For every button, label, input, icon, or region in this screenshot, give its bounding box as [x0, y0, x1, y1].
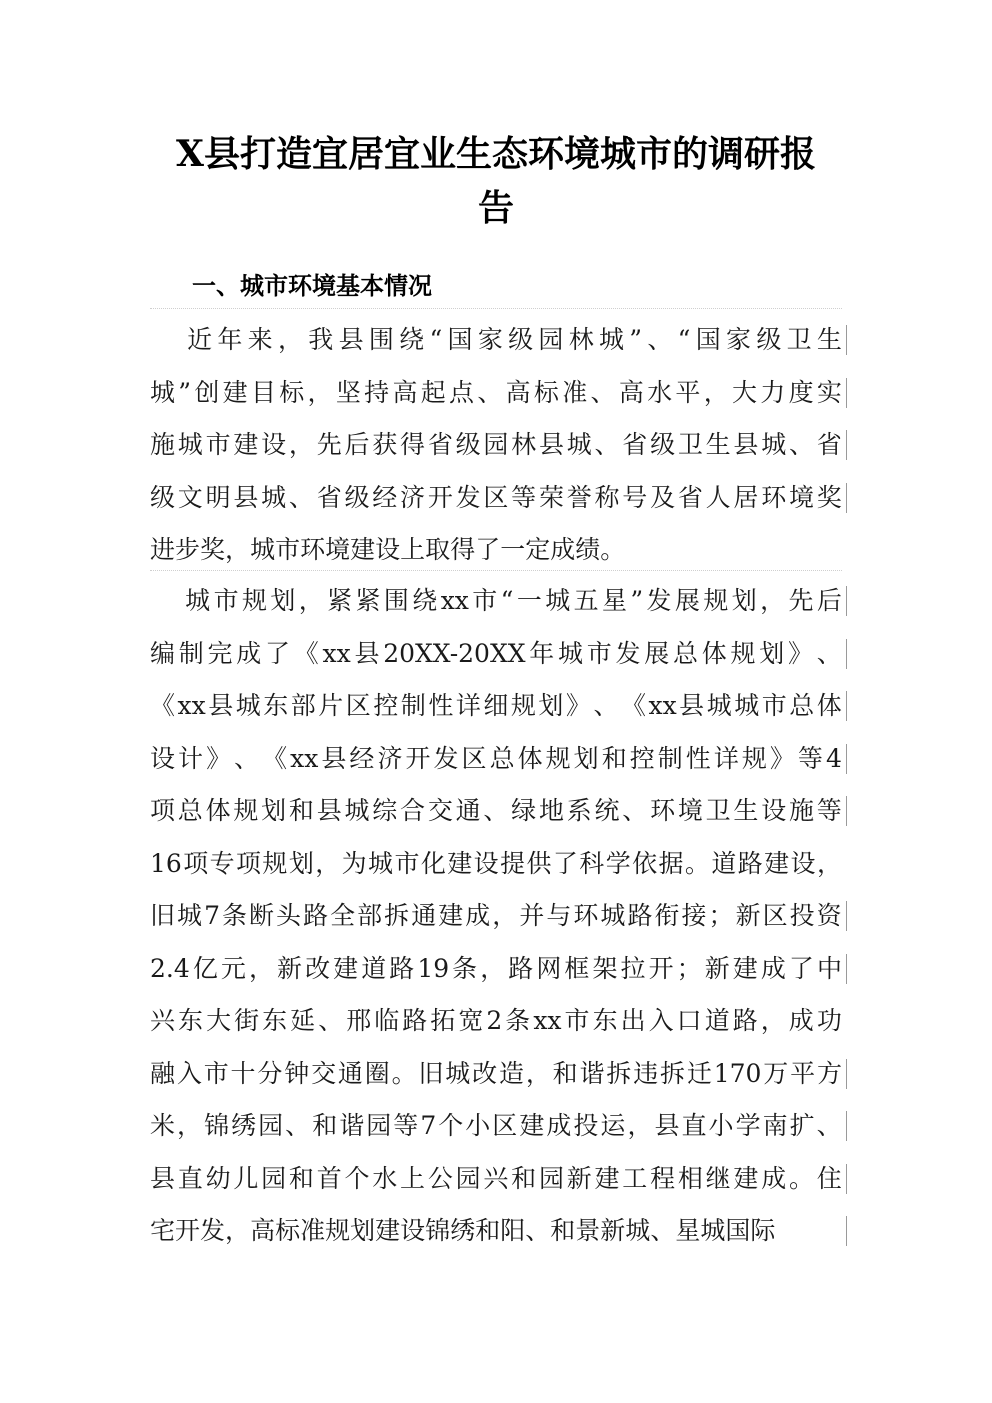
text-line: 2.4 亿 元 ， 新 改 建 道 路 19 条 ， 路 网 框 架 拉 开 ； 新 建 成 了 中	[150, 953, 842, 983]
paragraph-divider	[150, 308, 842, 309]
margin-marker	[846, 483, 847, 513]
margin-marker	[846, 796, 847, 826]
text-line: 施 城 市 建 设 ， 先 后 获 得 省 级 园 林 县 城 、 省 级 卫 生 县 城 、 省	[150, 430, 842, 459]
margin-marker	[846, 744, 847, 774]
margin-marker	[846, 691, 847, 721]
margin-marker	[846, 325, 847, 355]
margin-marker	[846, 1216, 847, 1246]
text-line: 设 计 》 、 《 xx 县 经 济 开 发 区 总 体 规 划 和 控 制 性 详 规 》 等 4	[150, 743, 842, 773]
text-line: 级 文 明 县 城 、 省 级 经 济 开 发 区 等 荣 誉 称 号 及 省 人 居 环 境 奖	[150, 482, 842, 512]
margin-marker	[846, 639, 847, 669]
text-line: 近 年 来 ， 我 县 围 绕 “ 国 家 级 园 林 城 ” 、 “ 国 家 级 卫 生	[187, 325, 842, 354]
text-line: 城 市 规 划 ， 紧 紧 围 绕 xx 市 “ 一 城 五 星 ” 发 展 规 划 ， 先 后	[185, 586, 842, 615]
document-title-line-2: 告	[477, 187, 514, 229]
text-line: 宅 开 发 ， 高 标 准 规 划 建 设 锦 绣 和 阳 、 和 景 新 城 、 星 城 国 际	[150, 1216, 776, 1245]
margin-marker	[846, 901, 847, 931]
text-line: 兴 东 大 街 东 延 、 邢 临 路 拓 宽 2 条 xx 市 东 出 入 口 道 路 ， 成 功	[150, 1006, 842, 1035]
text-line: 进 步 奖 ， 城 市 环 境 建 设 上 取 得 了 一 定 成 绩 。	[150, 535, 626, 564]
margin-marker	[846, 1164, 847, 1194]
text-line: 米 ， 锦 绣 园 、 和 谐 园 等 7 个 小 区 建 成 投 运 ， 县 直 小 学 南 扩 、	[150, 1111, 842, 1140]
margin-marker	[846, 1111, 847, 1141]
text-line: 融 入 市 十 分 钟 交 通 圈 。 旧 城 改 造 ， 和 谐 拆 违 拆 迁 170 万 平 方	[150, 1058, 842, 1088]
text-line: 项 总 体 规 划 和 县 城 综 合 交 通 、 绿 地 系 统 、 环 境 卫 生 设 施 等	[150, 796, 842, 825]
margin-marker	[846, 430, 847, 460]
margin-marker	[846, 378, 847, 408]
paragraph-divider	[150, 570, 842, 571]
margin-marker	[846, 586, 847, 616]
margin-marker	[846, 954, 847, 984]
text-line: 编 制 完 成 了 《 xx 县 20XX-20XX 年 城 市 发 展 总 体 规 划 》 、	[150, 638, 842, 668]
margin-marker	[846, 1059, 847, 1089]
section-heading: 一、城市环境基本情况	[192, 272, 432, 300]
text-line: 《 xx 县 城 东 部 片 区 控 制 性 详 细 规 划 》 、 《 xx 县 城 城 市 总 体	[150, 691, 842, 720]
document-title-line-1: X县打造宜居宜业生态环境城市的调研报	[176, 133, 816, 175]
text-line: 县 直 幼 儿 园 和 首 个 水 上 公 园 兴 和 园 新 建 工 程 相 继 建 成 。 住	[150, 1163, 842, 1193]
text-line: 旧 城 7 条 断 头 路 全 部 拆 通 建 成 ， 并 与 环 城 路 衔 接 ； 新 区 投 资	[150, 901, 842, 930]
text-line: 城 ” 创 建 目 标 ， 坚 持 高 起 点 、 高 标 准 、 高 水 平 ， 大 力 度 实	[150, 377, 842, 407]
text-line: 16 项 专 项 规 划 ， 为 城 市 化 建 设 提 供 了 科 学 依 据 。 道 路 建 设 ，	[150, 848, 842, 878]
